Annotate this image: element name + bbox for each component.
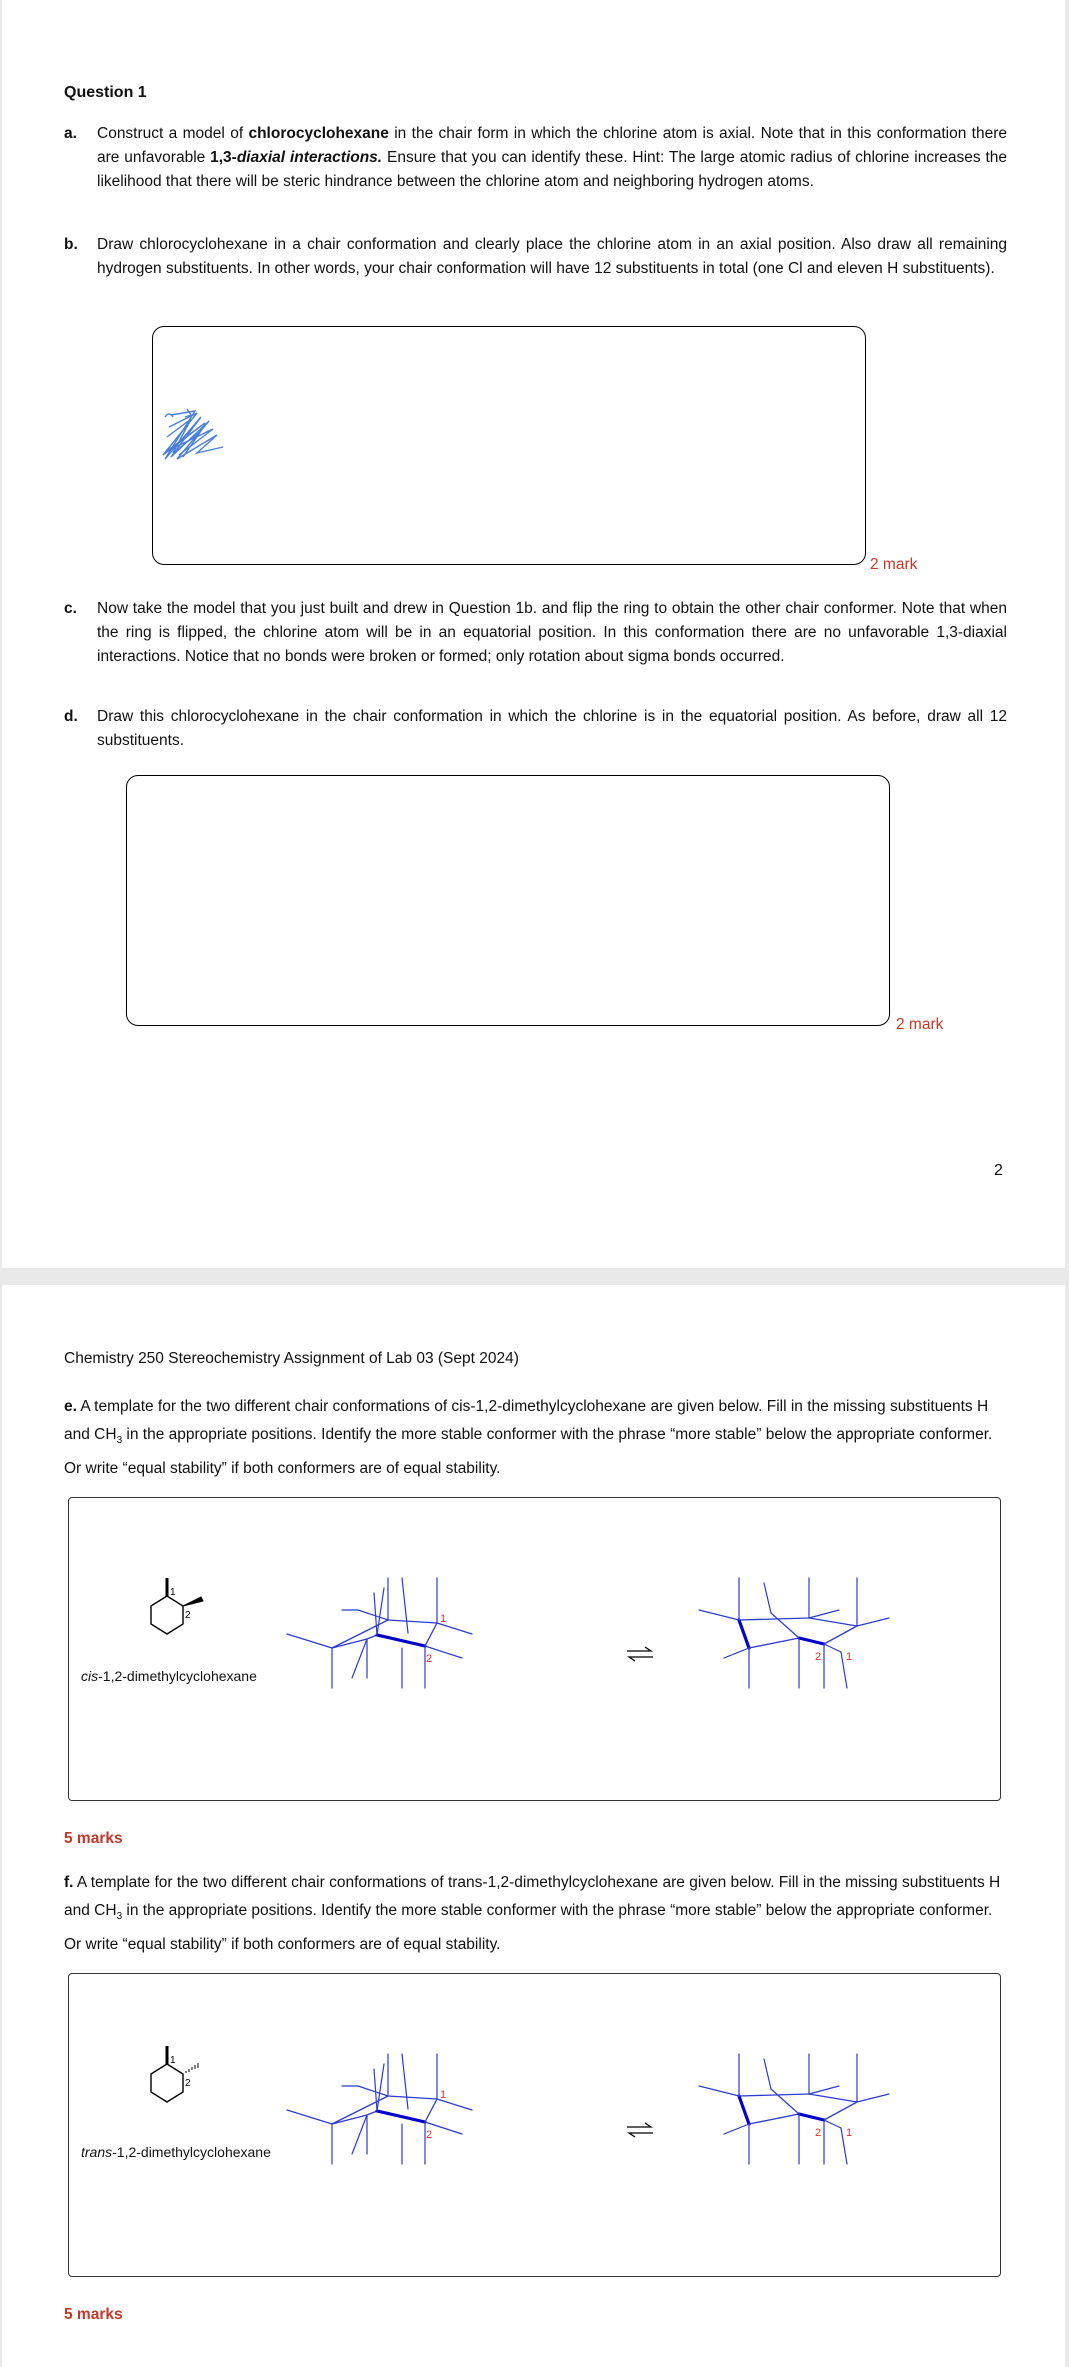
atom-label-1: 1 xyxy=(846,1651,853,1663)
item-c xyxy=(64,597,1007,669)
ring-bond xyxy=(332,2115,367,2124)
item-b-text: Draw chlorocyclohexane in a chair conformation and clearly place the chlorine atom in an axial position. Also draw all remaining hydrogen substituents. In other words, your chair conformation will have 12 substituents in total (one Cl and eleven H substituents). xyxy=(97,236,1007,277)
cis-chair-conformer-2 xyxy=(699,1538,879,1718)
atom-label-1: 1 xyxy=(440,1613,447,1625)
skeletal-label-2: 2 xyxy=(185,2078,191,2089)
ring-bond xyxy=(824,1626,857,1644)
item-d-label: d. xyxy=(64,708,78,725)
ring-bond xyxy=(367,2111,377,2115)
equatorial-bond xyxy=(857,2094,889,2102)
answer-box-d[interactable] xyxy=(126,775,890,1026)
item-a xyxy=(64,122,1007,194)
skeletal-label-1: 1 xyxy=(170,1587,176,1598)
equatorial-bond xyxy=(809,1610,839,1618)
ring-bond-bold xyxy=(799,1638,824,1644)
mark-f: 5 marks xyxy=(64,2306,123,2323)
item-a-text: Construct a model of chlorocyclohexane in the chair form in which the chlorine atom is axial. Note that in this conformation there are unfavorable 1,3-diaxial interactions. Ensure that you can identify these. Hint: The large atomic radius of chlorine increases the likelihood that there will be steric hindrance between the chlorine atom and neighboring hydrogen atoms. xyxy=(97,125,1007,190)
trans-chair-conformer-2 xyxy=(699,2014,879,2194)
mark-d: 2 mark xyxy=(896,1016,944,1033)
axial-bond xyxy=(374,2069,377,2111)
atom-label-2: 2 xyxy=(426,2129,433,2141)
page-header: Chemistry 250 Stereochemistry Assignment of Lab 03 (Sept 2024) xyxy=(64,1350,519,1367)
ring-bond xyxy=(425,1623,437,1646)
equatorial-bond xyxy=(358,2086,388,2096)
ring-bond xyxy=(388,2096,437,2099)
ring-bond xyxy=(824,2102,857,2120)
page-2 xyxy=(2,1285,1065,2367)
answer-box-b[interactable] xyxy=(152,326,866,565)
pen-scribble xyxy=(157,407,237,467)
skeletal-label-1: 1 xyxy=(170,2055,176,2066)
equatorial-bond xyxy=(287,1634,332,1648)
equatorial-bond xyxy=(824,1644,841,1652)
trans-skeletal-formula xyxy=(139,2036,219,2126)
skeletal-label-2: 2 xyxy=(185,1610,191,1621)
equatorial-bond xyxy=(402,2054,408,2109)
ring-bond-bold xyxy=(377,2111,425,2122)
mark-e: 5 marks xyxy=(64,1830,123,1847)
item-a-label: a. xyxy=(64,125,77,142)
equatorial-bond xyxy=(764,2059,771,2089)
atom-label-2: 2 xyxy=(815,1651,822,1663)
equatorial-bond xyxy=(824,2120,841,2128)
equilibrium-arrows xyxy=(625,2123,655,2137)
equatorial-bond xyxy=(287,2110,332,2124)
ring-bond-bold xyxy=(739,2096,749,2124)
ring-bond xyxy=(809,2094,857,2102)
equatorial-bond xyxy=(402,1578,408,1633)
axial-bond xyxy=(374,1593,377,1635)
equatorial-bond xyxy=(857,1618,889,1626)
item-c-label: c. xyxy=(64,600,77,617)
atom-label-1: 1 xyxy=(846,2127,853,2139)
ring-bond-bold xyxy=(799,2114,824,2120)
atom-label-1: 1 xyxy=(440,2089,447,2101)
item-f-label: f. xyxy=(64,1874,74,1891)
item-d-text: Draw this chlorocyclohexane in the chair conformation in which the chlorine is in the equatorial position. As before, draw all 12 substituents. xyxy=(97,708,1007,749)
equatorial-bond xyxy=(724,2124,749,2134)
equatorial-bond xyxy=(358,1610,388,1620)
cis-chair-conformer-1 xyxy=(322,1538,492,1718)
ring-bond xyxy=(332,1639,367,1648)
page-1 xyxy=(2,0,1065,1268)
equatorial-bond xyxy=(377,2064,384,2111)
item-d xyxy=(64,705,1007,753)
equatorial-bond xyxy=(771,2089,799,2114)
atom-label-2: 2 xyxy=(426,1653,433,1665)
equatorial-bond xyxy=(771,1613,799,1638)
ring-bond xyxy=(367,1635,377,1639)
atom-label-2: 2 xyxy=(815,2127,822,2139)
item-c-text: Now take the model that you just built and drew in Question 1b. and flip the ring to obtain the other chair conformer. Note that when the ring is flipped, the chlorine atom will be in an equatorial position. In this conformation there are no unfavorable 1,3-diaxial interactions. Notice that no bonds were broken or formed; only rotation about sigma bonds occurred. xyxy=(97,600,1007,665)
item-b xyxy=(64,233,1007,281)
equatorial-bond xyxy=(724,1648,749,1658)
equatorial-bond xyxy=(699,1610,739,1620)
ring-bond xyxy=(809,1618,857,1626)
item-e-text: e. A template for the two different chair conformations of cis-1,2-dimethylcyclohexane are given below. Fill in the missing substituents H and $CH_3$ in the appropriate positions. Identify the more stable conformer with the phrase “more stable” below the appropriate conformer. Or write “equal stability” if both conformers are of equal stability. xyxy=(64,1398,993,1478)
cis-skeletal-formula xyxy=(139,1568,219,1658)
mark-b: 2 mark xyxy=(870,556,918,573)
trans-caption: trans-1,2-dimethylcyclohexane xyxy=(81,2144,271,2160)
ring-bond xyxy=(739,1618,809,1620)
equatorial-bond xyxy=(809,2086,839,2094)
cis-caption: cis-1,2-dimethylcyclohexane xyxy=(81,1668,257,1684)
trans-chair-conformer-1 xyxy=(322,2014,492,2194)
equatorial-bond xyxy=(699,2086,739,2096)
ring-bond xyxy=(425,2099,437,2122)
equatorial-bond xyxy=(764,1583,771,1613)
item-f-text: f. A template for the two different chair conformations of trans-1,2-dimethylcyclohexane are given below. Fill in the missing substituents H and $CH_3$ in the appropriate positions. Identify the more stable conformer with the phrase “more stable” below the appropriate conformer. Or write “equal stability” if both conformers are of equal stability. xyxy=(64,1874,1001,1954)
ring-bond xyxy=(388,1620,437,1623)
page-number: 2 xyxy=(994,1162,1003,1179)
equatorial-bond xyxy=(352,1639,367,1678)
equatorial-bond xyxy=(352,2115,367,2154)
ring-bond xyxy=(739,2094,809,2096)
template-box-f xyxy=(68,1973,1001,2277)
item-b-label: b. xyxy=(64,236,78,253)
question-title: Question 1 xyxy=(64,84,147,101)
ring-bond-bold xyxy=(377,1635,425,1646)
ring-bond xyxy=(749,1638,799,1648)
ring-bond-bold xyxy=(739,1620,749,1648)
ring-bond xyxy=(749,2114,799,2124)
template-box-e xyxy=(68,1497,1001,1801)
item-e-label: e. xyxy=(64,1398,77,1415)
equatorial-bond xyxy=(377,1588,384,1635)
equilibrium-arrows xyxy=(625,1647,655,1661)
